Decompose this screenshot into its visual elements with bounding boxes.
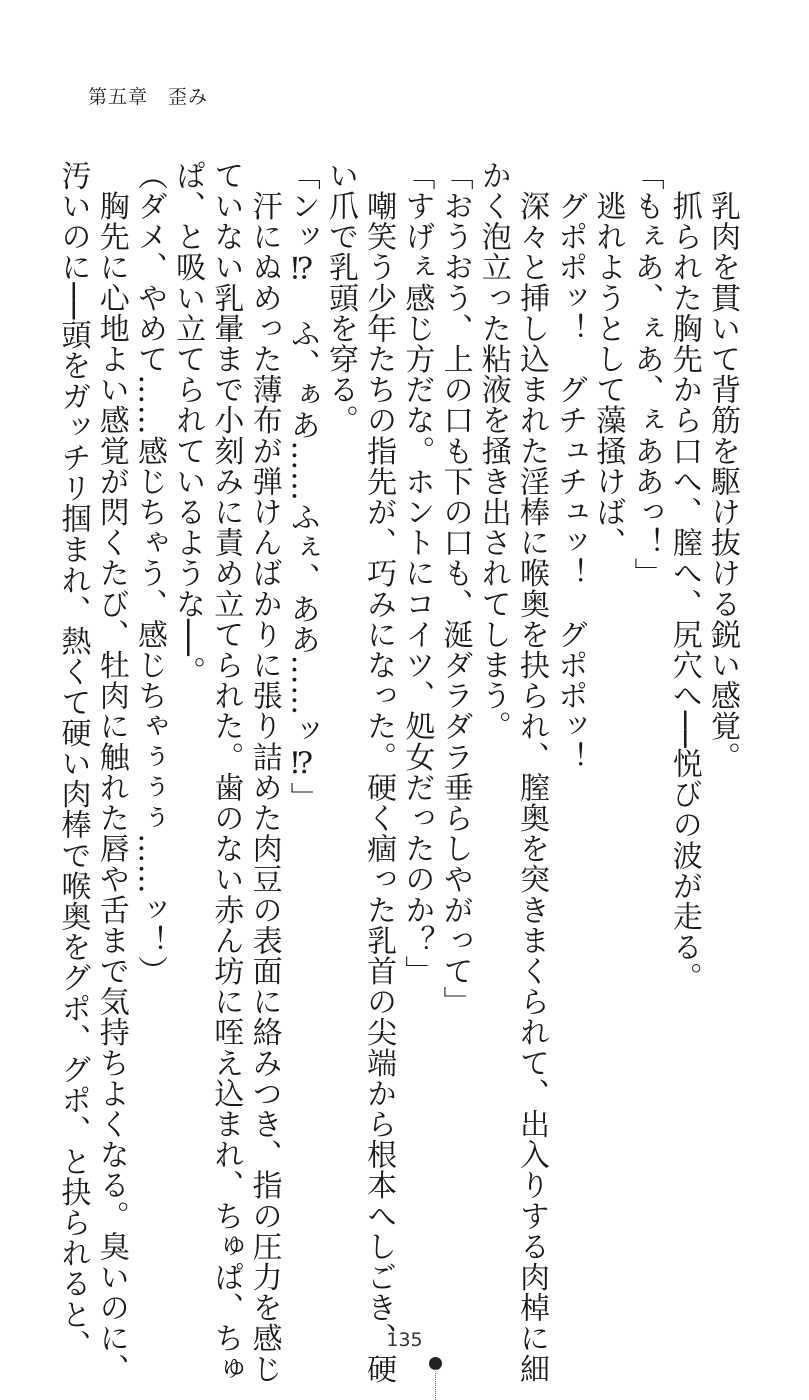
- text-line: 深々と挿し込まれた淫棒に喉奥を抉られ、膣奥を突きまくられて、出入りする肉棹に細: [513, 160, 549, 1384]
- text-line: い爪で乳頭を穿る。: [322, 160, 358, 436]
- text-line: 乳肉を貫いて背筋を駆け抜ける鋭い感覚。: [705, 160, 740, 772]
- text-line: （ダメ、やめて……感じちゃう、感じちゃぅぅぅ……ッ！）: [131, 160, 167, 987]
- text-line: 「おうおう、上の口も下の口も、涎ダラダラ垂らしやがって」: [437, 160, 473, 1017]
- text-line: かく泡立った粘液を掻き出されてしまう。: [475, 160, 511, 742]
- text-line: グポポッ！ グチュチュッ！ グポポッ！: [552, 160, 588, 772]
- text-line: 「ンッ⁉ ふ、ぁあ……ふぇ、ああ……ッ⁉」: [284, 160, 320, 813]
- text-line: 嘲笑う少年たちの指先が、巧みになった。硬く痼った乳首の尖端から根本へしごき、硬: [361, 160, 397, 1384]
- text-line: 胸先に心地よい感覚が閃くたび、牡肉に触れた唇や舌まで気持ちよくなる。臭いのに、: [93, 160, 129, 1384]
- text-line: ていない乳暈まで小刻みに責め立てられた。歯のない赤ん坊に咥え込まれ、ちゅぱ、ちゅ: [208, 160, 244, 1384]
- text-line: 汗にぬめった薄布が弾けんばかりに張り詰めた肉豆の表面に絡みつき、指の圧力を感じ: [246, 160, 282, 1384]
- ornament-dotted-line: [435, 1369, 437, 1400]
- page-number-ornament: [429, 1357, 443, 1400]
- text-line: 逃れようとして藻掻けば、: [590, 160, 626, 558]
- text-line: ぱ、と吸い立てられているような──。: [170, 160, 206, 687]
- page-number: 135: [386, 1329, 423, 1351]
- text-line: 「すげぇ感じ方だな。ホントにコイツ、処女だったのか？」: [399, 160, 435, 987]
- text-line: 「もぇあ、ぇあ、ぇああっ！」: [628, 160, 664, 589]
- running-head: 第五章 歪み: [88, 86, 209, 108]
- text-line: 汚いのに──頭をガッチリ掴まれ、熱くて硬い肉棒で喉奥をグポ、グポ、と抉られると、: [55, 160, 91, 1361]
- text-line: 抓られた胸先から口へ、膣へ、尻穴へ──悦びの波が走る。: [666, 160, 702, 993]
